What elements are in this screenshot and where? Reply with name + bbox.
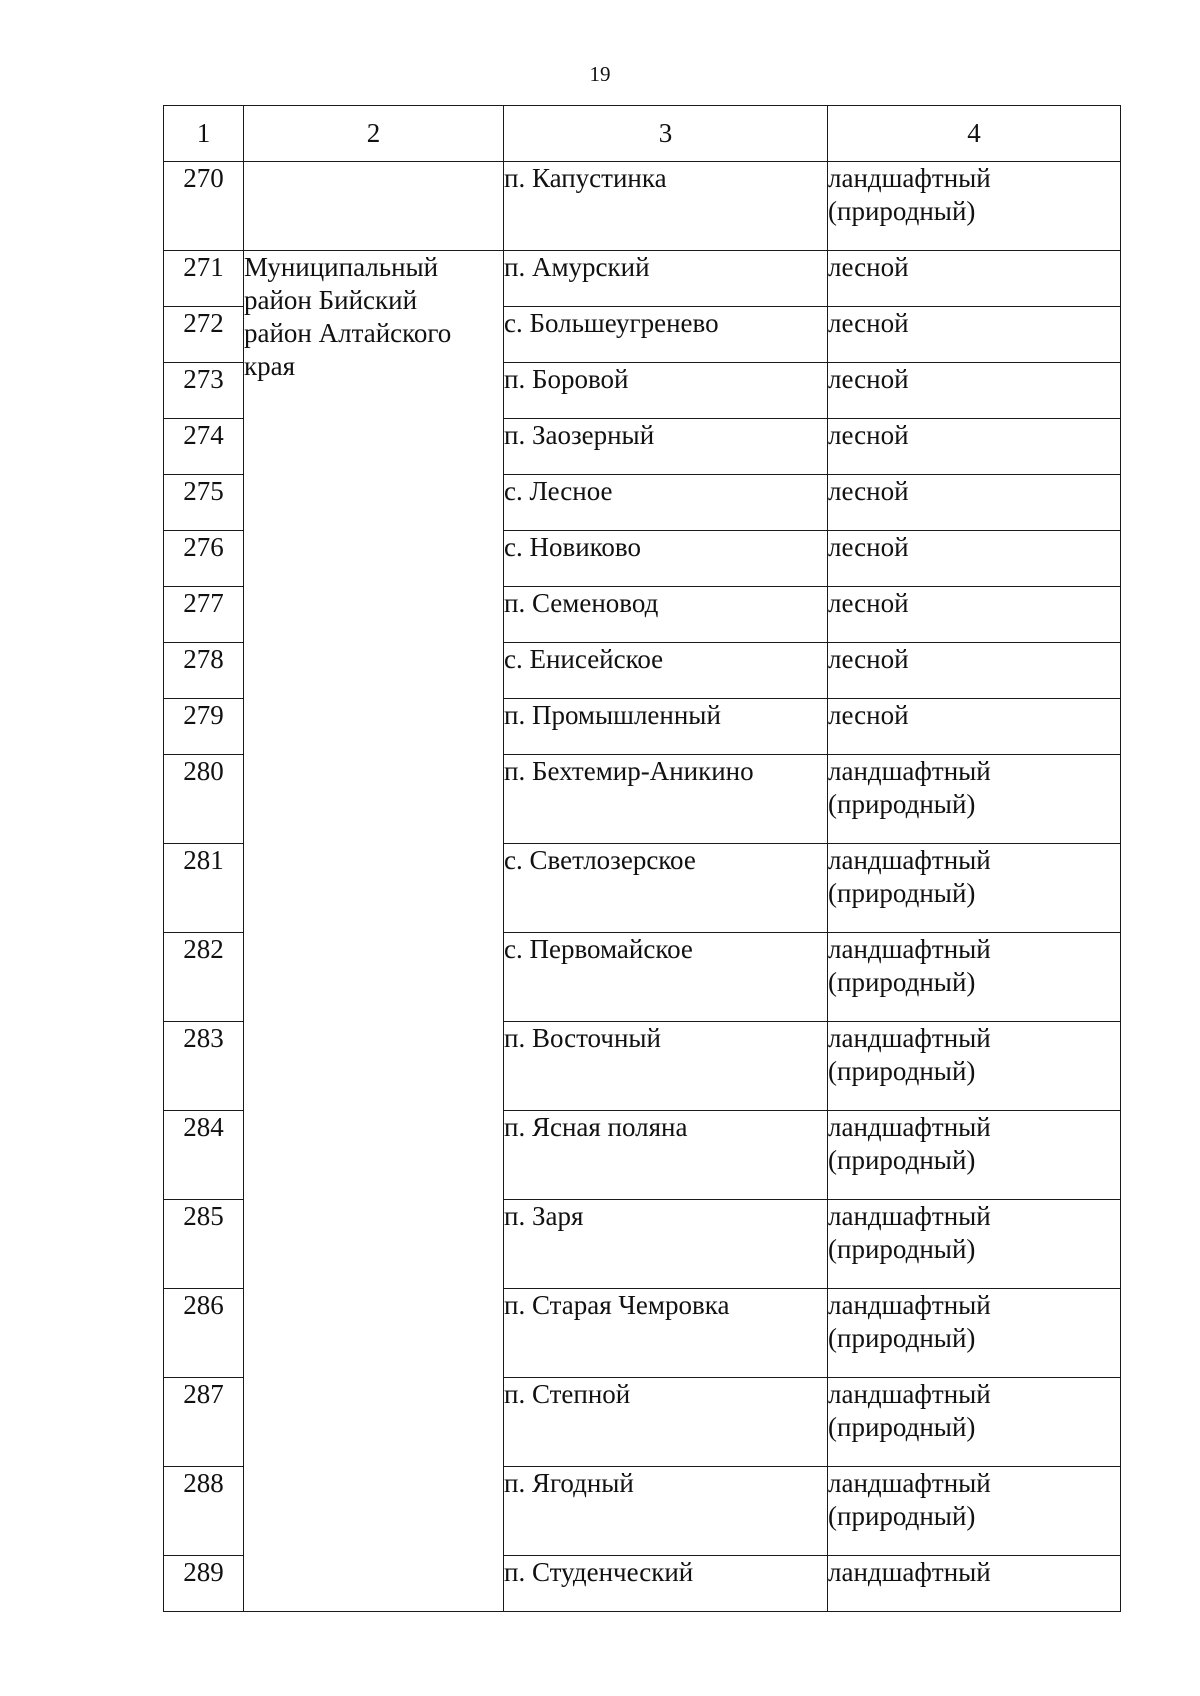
type-line: (природный)	[828, 789, 976, 819]
table-row	[164, 162, 1121, 251]
type-line: лесной	[828, 644, 909, 674]
row-number: 273	[164, 363, 244, 419]
type-line: ландшафтный	[828, 934, 991, 964]
type-line: ландшафтный	[828, 1201, 991, 1231]
type-line: ландшафтный	[828, 1468, 991, 1498]
header-cell-col2: 2	[244, 106, 504, 162]
settlement-name: с. Большеугренево	[504, 307, 828, 363]
type-cell	[828, 1556, 1121, 1612]
type-line: ландшафтный	[828, 163, 991, 193]
row-number: 281	[164, 844, 244, 933]
header-cell-col1: 1	[164, 106, 244, 162]
row-number: 289	[164, 1556, 244, 1612]
type-line: ландшафтный	[828, 1112, 991, 1142]
type-line: (природный)	[828, 1234, 976, 1264]
settlement-name: с. Енисейское	[504, 643, 828, 699]
type-line: (природный)	[828, 1412, 976, 1442]
type-line: ландшафтный	[828, 1557, 991, 1587]
type-line: (природный)	[828, 196, 976, 226]
settlement-name: п. Капустинка	[504, 162, 828, 251]
municipality-line: Муниципальный	[244, 252, 439, 282]
type-cell	[828, 1378, 1121, 1467]
settlement-name: п. Восточный	[504, 1022, 828, 1111]
municipality-line: район Алтайского	[244, 318, 452, 348]
settlement-name: с. Первомайское	[504, 933, 828, 1022]
settlement-name: п. Боровой	[504, 363, 828, 419]
type-line: ландшафтный	[828, 1290, 991, 1320]
type-line: лесной	[828, 476, 909, 506]
type-line: (природный)	[828, 1501, 976, 1531]
type-cell	[828, 844, 1121, 933]
type-cell	[828, 363, 1121, 419]
type-line: (природный)	[828, 1323, 976, 1353]
type-cell	[828, 1200, 1121, 1289]
settlement-name: с. Новиково	[504, 531, 828, 587]
row-number: 282	[164, 933, 244, 1022]
type-cell	[828, 531, 1121, 587]
row-number: 271	[164, 251, 244, 307]
type-cell	[828, 755, 1121, 844]
type-line: ландшафтный	[828, 845, 991, 875]
row-number: 284	[164, 1111, 244, 1200]
type-cell	[828, 933, 1121, 1022]
settlement-name: п. Амурский	[504, 251, 828, 307]
type-cell	[828, 587, 1121, 643]
type-cell	[828, 419, 1121, 475]
type-cell	[828, 699, 1121, 755]
row-number: 270	[164, 162, 244, 251]
type-line: (природный)	[828, 1056, 976, 1086]
type-line: лесной	[828, 308, 909, 338]
row-number: 272	[164, 307, 244, 363]
row-number: 285	[164, 1200, 244, 1289]
row-number: 276	[164, 531, 244, 587]
municipality-line: края	[244, 351, 296, 381]
settlement-name: п. Заря	[504, 1200, 828, 1289]
settlement-name: п. Степной	[504, 1378, 828, 1467]
type-cell	[828, 1111, 1121, 1200]
settlements-table	[163, 105, 1121, 1612]
table-row	[164, 251, 1121, 307]
row-number: 274	[164, 419, 244, 475]
settlement-name: п. Ясная поляна	[504, 1111, 828, 1200]
settlement-name: п. Старая Чемровка	[504, 1289, 828, 1378]
settlement-name: с. Лесное	[504, 475, 828, 531]
type-cell	[828, 1467, 1121, 1556]
type-line: лесной	[828, 420, 909, 450]
table-body	[164, 106, 1121, 1612]
type-line: лесной	[828, 700, 909, 730]
settlement-name: п. Промышленный	[504, 699, 828, 755]
row-number: 278	[164, 643, 244, 699]
header-cell-col4: 4	[828, 106, 1121, 162]
page-number: 19	[589, 62, 611, 86]
row-number: 283	[164, 1022, 244, 1111]
row-number: 287	[164, 1378, 244, 1467]
settlement-name: п. Заозерный	[504, 419, 828, 475]
type-line: ландшафтный	[828, 1379, 991, 1409]
municipality-line: район Бийский	[244, 285, 418, 315]
type-cell	[828, 1022, 1121, 1111]
settlement-name: п. Семеновод	[504, 587, 828, 643]
row-number: 280	[164, 755, 244, 844]
municipality-cell	[244, 251, 504, 1612]
row-number: 288	[164, 1467, 244, 1556]
header-cell-col3: 3	[504, 106, 828, 162]
type-cell	[828, 643, 1121, 699]
settlement-name: п. Студенческий	[504, 1556, 828, 1612]
row-number: 279	[164, 699, 244, 755]
settlement-name: п. Ягодный	[504, 1467, 828, 1556]
row-number: 286	[164, 1289, 244, 1378]
type-cell	[828, 475, 1121, 531]
type-line: лесной	[828, 588, 909, 618]
type-line: ландшафтный	[828, 756, 991, 786]
type-line: лесной	[828, 252, 909, 282]
settlement-name: с. Светлозерское	[504, 844, 828, 933]
settlement-name: п. Бехтемир-Аникино	[504, 755, 828, 844]
type-line: ландшафтный	[828, 1023, 991, 1053]
row-number: 275	[164, 475, 244, 531]
type-line: лесной	[828, 532, 909, 562]
type-line: лесной	[828, 364, 909, 394]
type-cell	[828, 307, 1121, 363]
type-cell	[828, 162, 1121, 251]
district-cell-empty	[244, 162, 504, 251]
type-line: (природный)	[828, 967, 976, 997]
type-line: (природный)	[828, 1145, 976, 1175]
table-header-row	[164, 106, 1121, 162]
type-cell	[828, 251, 1121, 307]
type-line: (природный)	[828, 878, 976, 908]
row-number: 277	[164, 587, 244, 643]
type-cell	[828, 1289, 1121, 1378]
